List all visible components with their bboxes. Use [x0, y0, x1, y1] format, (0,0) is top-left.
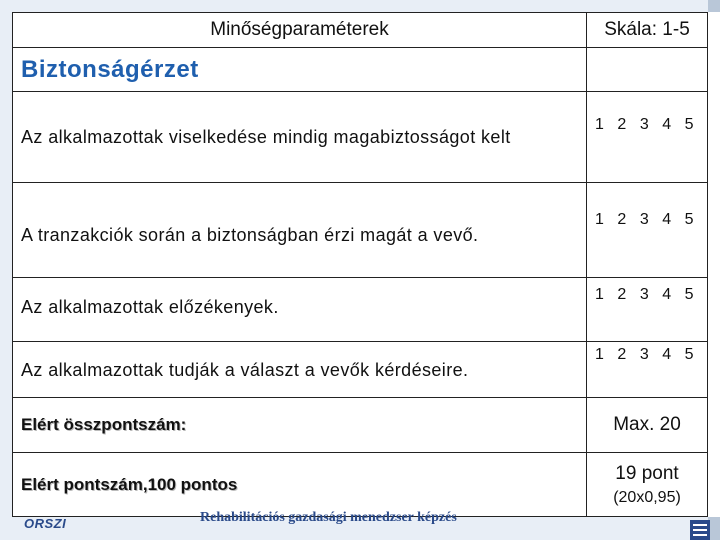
footer-title: Rehabilitációs gazdasági menedzser képzés	[200, 510, 457, 525]
scale-value: 5	[684, 211, 695, 228]
quality-table	[12, 12, 720, 517]
scale-value: 1	[595, 116, 605, 133]
score-label: Elért pontszám,100 pontos	[21, 474, 238, 494]
scale-value: 5	[684, 286, 695, 303]
orszi-logo	[24, 516, 66, 531]
header-scale-label: Skála: 1-5	[604, 19, 690, 40]
scale-value: 3	[639, 286, 650, 303]
scale-value: 5	[684, 116, 695, 133]
scale-value: 1	[595, 286, 605, 303]
scale-value: 2	[617, 346, 627, 363]
institution-logo-icon	[690, 520, 710, 540]
score-value: 19 pont	[615, 462, 679, 484]
scale-value: 3	[639, 116, 650, 133]
score-label-cell	[12, 452, 587, 517]
scale-value: 5	[684, 346, 695, 363]
scale-value: 2	[617, 286, 627, 303]
question-row-4	[12, 341, 587, 398]
question-text: A tranzakciók során a biztonságban érzi magát a vevő.	[21, 225, 479, 245]
score-value-cell	[586, 452, 708, 517]
scale-value: 1	[595, 211, 605, 228]
section-title-cell	[12, 47, 587, 92]
total-label: Elért összpontszám:	[21, 415, 187, 434]
question-text: Az alkalmazottak előzékenyek.	[21, 297, 279, 317]
scale-row-3	[586, 277, 708, 342]
section-scale-cell	[586, 47, 708, 92]
question-row-1	[12, 91, 587, 183]
scale-value: 3	[639, 211, 650, 228]
total-max: Max. 20	[613, 414, 681, 435]
scale-value: 1	[595, 346, 605, 363]
scale-value: 2	[617, 116, 627, 133]
scale-row-2	[586, 182, 708, 278]
section-title: Biztonságérzet	[21, 55, 199, 83]
total-label-cell	[12, 397, 587, 453]
header-scale	[586, 12, 708, 48]
scale-value: 4	[662, 346, 672, 363]
question-row-2	[12, 182, 587, 278]
question-text: Az alkalmazottak tudják a választ a vevők kérdéseire.	[21, 360, 469, 380]
orszi-logo-text: ORSZI	[24, 516, 67, 531]
question-row-3	[12, 277, 587, 342]
scale-row-1	[586, 91, 708, 183]
total-max-cell	[586, 397, 708, 453]
scale-row-4	[586, 341, 708, 398]
scale-value: 4	[662, 116, 672, 133]
scale-value: 4	[662, 286, 672, 303]
header-parameters-label: Minőségparaméterek	[210, 19, 389, 40]
question-text: Az alkalmazottak viselkedése mindig magabiztosságot kelt	[21, 126, 511, 147]
header-parameters	[12, 12, 587, 48]
score-formula: (20x0,95)	[613, 488, 681, 506]
scale-value: 2	[617, 211, 627, 228]
scale-value: 3	[639, 346, 650, 363]
scale-value: 4	[662, 211, 672, 228]
